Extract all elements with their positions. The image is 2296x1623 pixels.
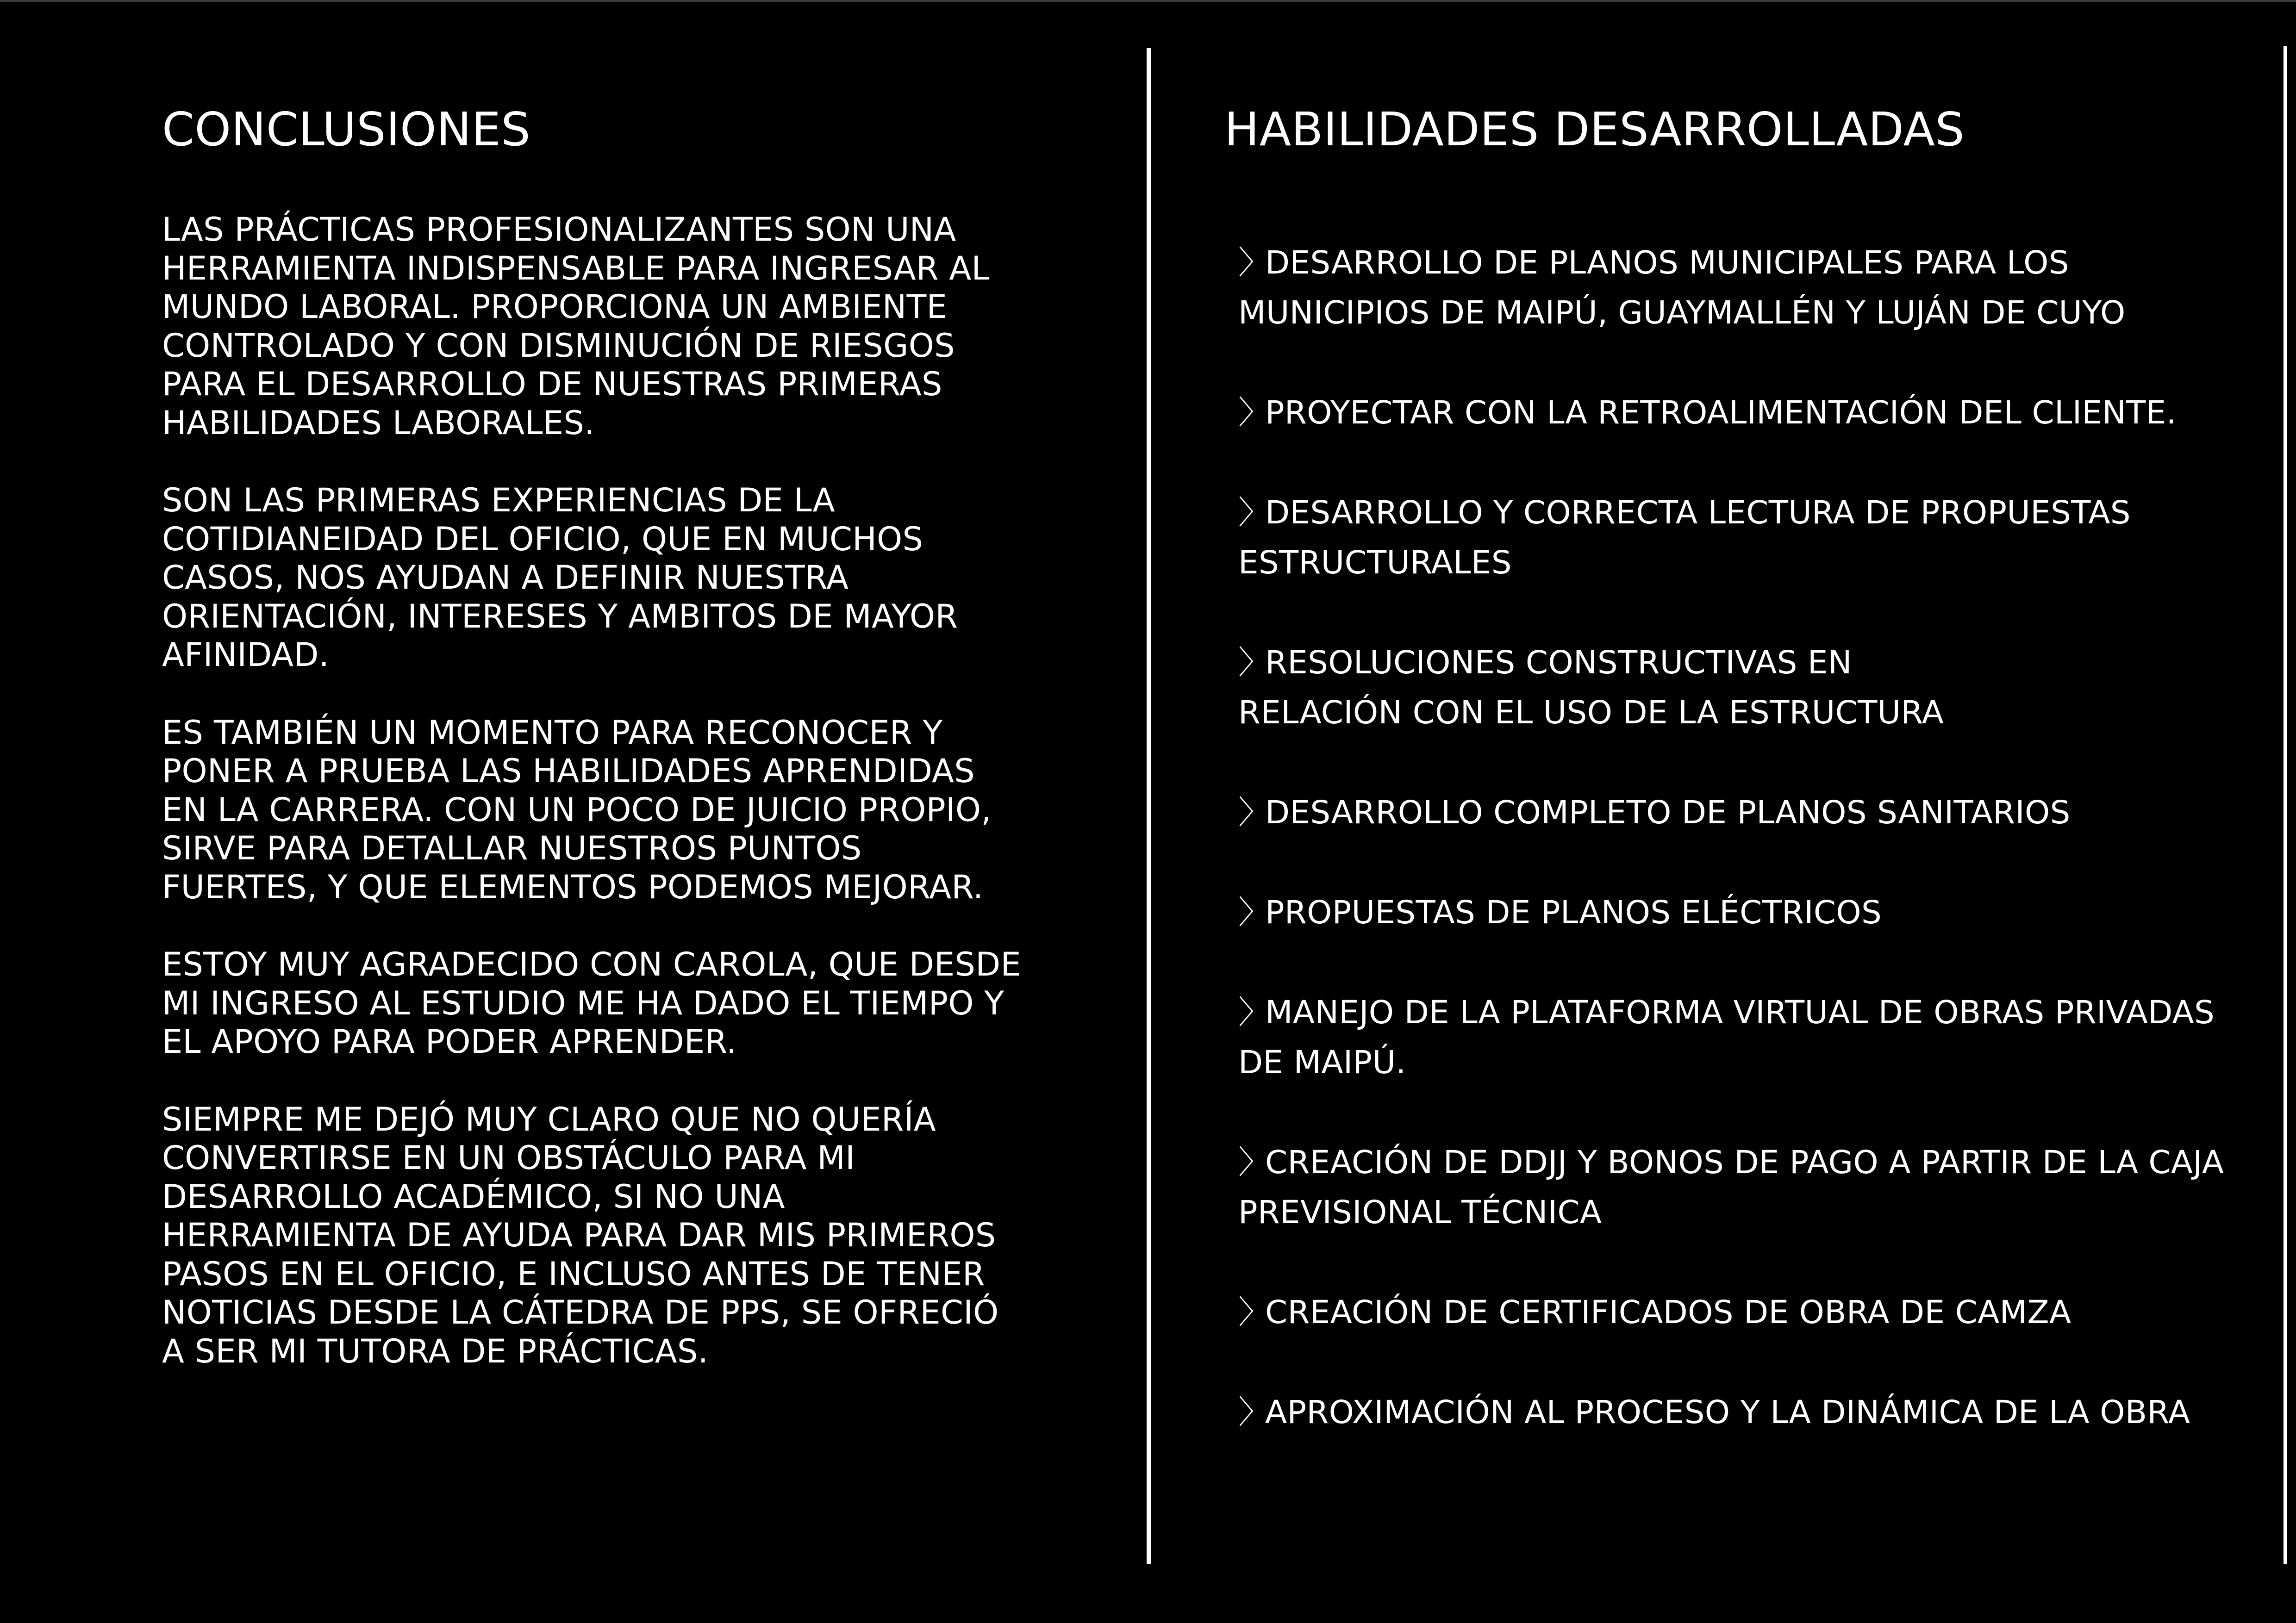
skill-text: RESOLUCIONES CONSTRUCTIVAS EN xyxy=(1265,644,1852,681)
chevron-right-icon: 〉 xyxy=(1238,244,1271,281)
conclusions-title: CONCLUSIONES xyxy=(162,102,531,156)
chevron-right-icon: 〉 xyxy=(1238,894,1271,931)
skill-item xyxy=(1238,1287,2271,1337)
skills-section xyxy=(1224,93,2271,1487)
skill-item xyxy=(1238,888,2271,938)
conclusions-section xyxy=(162,93,1023,1410)
skill-item xyxy=(1238,638,2271,738)
top-edge-rule xyxy=(0,0,2296,2)
skill-text-continued: ESTRUCTURALES xyxy=(1238,544,1512,581)
skill-text-continued: PREVISIONAL TÉCNICA xyxy=(1238,1194,1602,1231)
conclusions-paragraph-2: SON LAS PRIMERAS EXPERIENCIAS DE LA COTIDIANEIDAD DEL OFICIO, QUE EN MUCHOS CASOS, NOS AYUDAN A DEFINIR NUESTRA ORIENTACIÓN, INTERESES Y AMBITOS DE MAYOR AFINIDAD. xyxy=(162,481,958,674)
chevron-right-icon: 〉 xyxy=(1238,494,1271,531)
skill-text: DESARROLLO Y CORRECTA LECTURA DE PROPUESTAS xyxy=(1265,494,2131,531)
chevron-right-icon: 〉 xyxy=(1238,1294,1271,1331)
skill-text: APROXIMACIÓN AL PROCESO Y LA DINÁMICA DE LA OBRA xyxy=(1265,1394,2190,1431)
center-divider xyxy=(1147,48,1151,1564)
skill-text: MANEJO DE LA PLATAFORMA VIRTUAL DE OBRAS PRIVADAS xyxy=(1265,994,2215,1031)
chevron-right-icon: 〉 xyxy=(1238,644,1271,681)
skill-text-continued: RELACIÓN CON EL USO DE LA ESTRUCTURA xyxy=(1238,694,1944,731)
conclusions-paragraph-4: ESTOY MUY AGRADECIDO CON CAROLA, QUE DESDE MI INGRESO AL ESTUDIO ME HA DADO EL TIEMPO Y EL APOYO PARA PODER APRENDER. xyxy=(162,945,1022,1061)
chevron-right-icon: 〉 xyxy=(1238,794,1271,831)
skill-text: CREACIÓN DE DDJJ Y BONOS DE PAGO A PARTIR DE LA CAJA xyxy=(1265,1144,2224,1181)
skill-item xyxy=(1238,788,2271,838)
chevron-right-icon: 〉 xyxy=(1238,994,1271,1031)
right-edge-divider xyxy=(2284,46,2287,1564)
chevron-right-icon: 〉 xyxy=(1238,394,1271,431)
chevron-right-icon: 〉 xyxy=(1238,1144,1271,1181)
conclusions-paragraph-5: SIEMPRE ME DEJÓ MUY CLARO QUE NO QUERÍA CONVERTIRSE EN UN OBSTÁCULO PARA MI DESARROLLO ACADÉMICO, SI NO UNA HERRAMIENTA DE AYUDA PARA DAR MIS PRIMEROS PASOS EN EL OFICIO, E INCLUSO ANTES DE TENER NOTICIAS DESDE LA CÁTEDRA DE PPS, SE OFRECIÓ A SER MI TUTORA DE PRÁCTICAS. xyxy=(162,1100,999,1370)
skill-item xyxy=(1238,388,2271,438)
skill-item xyxy=(1238,1138,2271,1237)
conclusions-paragraph-1: LAS PRÁCTICAS PROFESIONALIZANTES SON UNA HERRAMIENTA INDISPENSABLE PARA INGRESAR AL MUNDO LABORAL. PROPORCIONA UN AMBIENTE CONTROLADO Y CON DISMINUCIÓN DE RIESGOS PARA EL DESARROLLO DE NUESTRAS PRIMERAS HABILIDADES LABORALES. xyxy=(162,211,990,442)
skill-item xyxy=(1238,1387,2271,1437)
skill-text: PROPUESTAS DE PLANOS ELÉCTRICOS xyxy=(1265,894,1882,931)
skill-text-continued: MUNICIPIOS DE MAIPÚ, GUAYMALLÉN Y LUJÁN DE CUYO xyxy=(1238,294,2126,331)
skill-item xyxy=(1238,238,2271,338)
skill-text-continued: DE MAIPÚ. xyxy=(1238,1044,1406,1081)
chevron-right-icon: 〉 xyxy=(1238,1394,1271,1431)
skill-text: DESARROLLO COMPLETO DE PLANOS SANITARIOS xyxy=(1265,794,2071,831)
skill-text: PROYECTAR CON LA RETROALIMENTACIÓN DEL CLIENTE. xyxy=(1265,394,2177,431)
skill-text: CREACIÓN DE CERTIFICADOS DE OBRA DE CAMZA xyxy=(1265,1294,2071,1331)
skill-item xyxy=(1238,488,2271,588)
skill-text: DESARROLLO DE PLANOS MUNICIPALES PARA LOS xyxy=(1265,244,2069,281)
skills-list xyxy=(1224,238,2271,1437)
skills-title: HABILIDADES DESARROLLADAS xyxy=(1224,102,1965,156)
skill-item xyxy=(1238,988,2271,1088)
conclusions-paragraph-3: ES TAMBIÉN UN MOMENTO PARA RECONOCER Y PONER A PRUEBA LAS HABILIDADES APRENDIDAS EN LA CARRERA. CON UN POCO DE JUICIO PROPIO, SIRVE PARA DETALLAR NUESTROS PUNTOS FUERTES, Y QUE ELEMENTOS PODEMOS MEJORAR. xyxy=(162,713,992,906)
